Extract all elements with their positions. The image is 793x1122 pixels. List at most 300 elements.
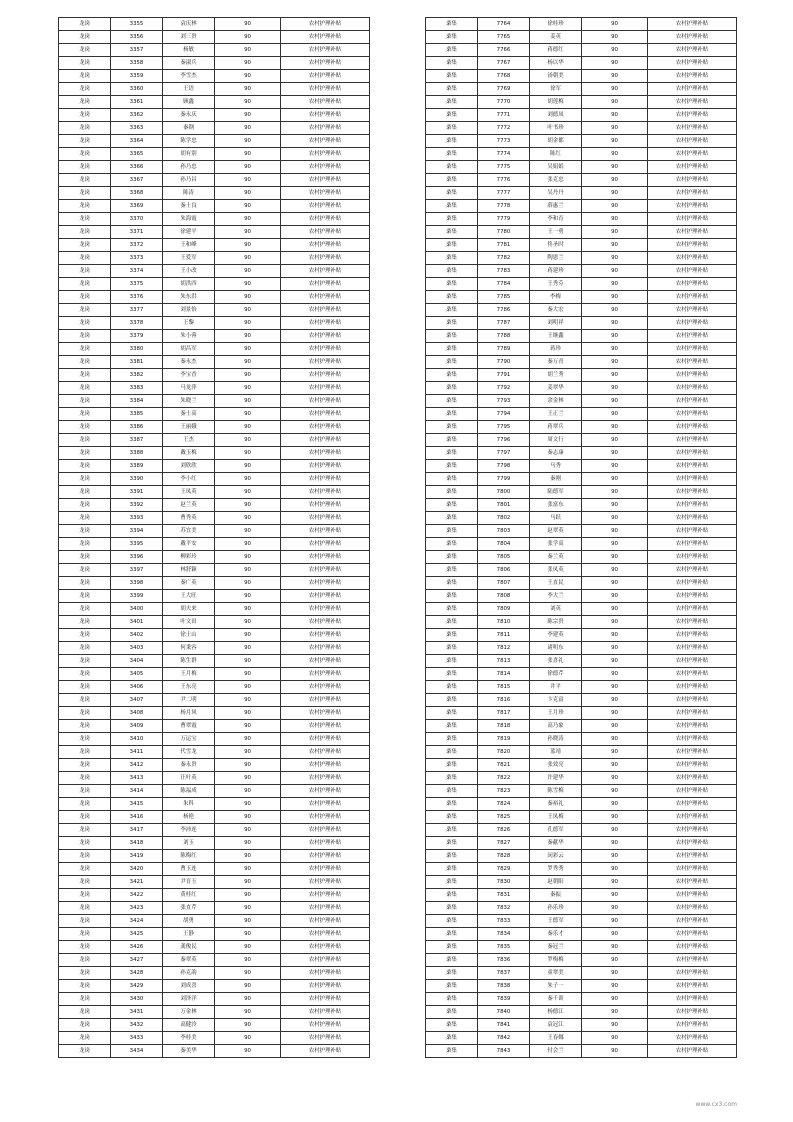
table-row [426,278,737,291]
table-row [426,70,737,83]
subsidy-type-cell: 农村护理补贴 [281,343,370,356]
table-row [59,954,370,967]
subsidy-type-cell: 农村护理补贴 [648,681,737,694]
town-cell: 龙岗 [59,226,111,239]
name-cell: 徐建平 [163,226,215,239]
town-cell: 桑集 [426,746,478,759]
amount-cell: 90 [582,83,648,96]
amount-cell: 90 [582,460,648,473]
town-cell: 龙岗 [59,629,111,642]
table-row [426,330,737,343]
town-cell: 桑集 [426,317,478,330]
name-cell: 王东亮 [163,681,215,694]
amount-cell: 90 [215,1019,281,1032]
table-row [59,447,370,460]
town-cell: 桑集 [426,668,478,681]
amount-cell: 90 [215,70,281,83]
subsidy-type-cell: 农村护理补贴 [648,369,737,382]
table-row [426,486,737,499]
number-cell: 3383 [111,382,163,395]
table-row [426,200,737,213]
table-row [426,382,737,395]
subsidy-type-cell: 农村护理补贴 [648,746,737,759]
amount-cell: 90 [582,291,648,304]
subsidy-type-cell: 农村护理补贴 [648,1045,737,1058]
table-row [59,798,370,811]
number-cell: 3432 [111,1019,163,1032]
table-row [59,928,370,941]
town-cell: 龙岗 [59,941,111,954]
subsidy-type-cell: 农村护理补贴 [648,109,737,122]
amount-cell: 90 [582,356,648,369]
name-cell: 闵彩云 [530,850,582,863]
amount-cell: 90 [582,590,648,603]
town-cell: 龙岗 [59,902,111,915]
town-cell: 桑集 [426,629,478,642]
number-cell: 3430 [111,993,163,1006]
number-cell: 3376 [111,291,163,304]
name-cell: 佟圣时 [530,239,582,252]
table-row [59,109,370,122]
name-cell: 黄桂红 [163,889,215,902]
table-row [59,122,370,135]
name-cell: 叶文田 [163,616,215,629]
subsidy-type-cell: 农村护理补贴 [281,538,370,551]
name-cell: 柳彩玲 [163,551,215,564]
table-row [426,798,737,811]
amount-cell: 90 [215,902,281,915]
town-cell: 桑集 [426,122,478,135]
table-row [59,551,370,564]
name-cell: 戴玉梅 [163,447,215,460]
table-row [426,213,737,226]
subsidy-type-cell: 农村护理补贴 [281,395,370,408]
town-cell: 桑集 [426,83,478,96]
town-cell: 龙岗 [59,252,111,265]
amount-cell: 90 [215,1032,281,1045]
table-row [59,473,370,486]
subsidy-type-cell: 农村护理补贴 [648,239,737,252]
number-cell: 3415 [111,798,163,811]
subsidy-type-cell: 农村护理补贴 [281,83,370,96]
subsidy-type-cell: 农村护理补贴 [648,876,737,889]
subsidy-type-cell: 农村护理补贴 [648,577,737,590]
name-cell: 王秀芬 [530,278,582,291]
amount-cell: 90 [215,369,281,382]
number-cell: 7832 [478,902,530,915]
table-row [59,408,370,421]
town-cell: 龙岗 [59,499,111,512]
amount-cell: 90 [582,525,648,538]
name-cell: 王丽娥 [163,421,215,434]
town-cell: 龙岗 [59,642,111,655]
number-cell: 7786 [478,304,530,317]
town-cell: 龙岗 [59,31,111,44]
town-cell: 桑集 [426,96,478,109]
name-cell: 王一勇 [530,226,582,239]
number-cell: 7764 [478,18,530,31]
amount-cell: 90 [215,31,281,44]
amount-cell: 90 [215,382,281,395]
subsidy-type-cell: 农村护理补贴 [648,18,737,31]
table-row [59,434,370,447]
table-row [426,759,737,772]
town-cell: 桑集 [426,369,478,382]
name-cell: 李桂美 [163,1032,215,1045]
amount-cell: 90 [582,499,648,512]
town-cell: 龙岗 [59,785,111,798]
table-row [59,83,370,96]
table-row [59,499,370,512]
table-row [59,863,370,876]
amount-cell: 90 [215,18,281,31]
number-cell: 3392 [111,499,163,512]
table-row [59,538,370,551]
town-cell: 桑集 [426,161,478,174]
subsidy-type-cell: 农村护理补贴 [281,304,370,317]
amount-cell: 90 [582,395,648,408]
number-cell: 3412 [111,759,163,772]
number-cell: 7841 [478,1019,530,1032]
table-row [426,161,737,174]
name-cell: 刘欣欣 [163,460,215,473]
number-cell: 7805 [478,551,530,564]
amount-cell: 90 [582,785,648,798]
number-cell: 7774 [478,148,530,161]
number-cell: 7770 [478,96,530,109]
name-cell: 罗梅梅 [530,954,582,967]
name-cell: 李沛连 [163,824,215,837]
table-row [59,1032,370,1045]
amount-cell: 90 [215,44,281,57]
town-cell: 桑集 [426,694,478,707]
amount-cell: 90 [582,746,648,759]
table-row [426,564,737,577]
table-row [426,707,737,720]
table-row [426,226,737,239]
table-row [426,122,737,135]
town-cell: 龙岗 [59,993,111,1006]
name-cell: 王月梅 [163,668,215,681]
table-row [59,941,370,954]
amount-cell: 90 [582,824,648,837]
name-cell: 胡昌军 [163,343,215,356]
number-cell: 3403 [111,642,163,655]
name-cell: 王正兰 [530,408,582,421]
amount-cell: 90 [582,629,648,642]
subsidy-type-cell: 农村护理补贴 [648,44,737,57]
name-cell: 秦翠英 [163,954,215,967]
number-cell: 7807 [478,577,530,590]
table-row [426,135,737,148]
number-cell: 3418 [111,837,163,850]
amount-cell: 90 [215,135,281,148]
number-cell: 3431 [111,1006,163,1019]
table-row [426,512,737,525]
town-cell: 龙岗 [59,486,111,499]
number-cell: 7776 [478,174,530,187]
subsidy-type-cell: 农村护理补贴 [281,447,370,460]
table-row [59,746,370,759]
number-cell: 3402 [111,629,163,642]
number-cell: 3387 [111,434,163,447]
number-cell: 3409 [111,720,163,733]
name-cell: 蓝靖 [530,746,582,759]
number-cell: 3356 [111,31,163,44]
number-cell: 7809 [478,603,530,616]
table-row [426,967,737,980]
town-cell: 龙岗 [59,408,111,421]
name-cell: 秦钢 [163,122,215,135]
amount-cell: 90 [215,486,281,499]
name-cell: 赵朝阳 [530,876,582,889]
table-row [59,564,370,577]
number-cell: 7822 [478,772,530,785]
number-cell: 3419 [111,850,163,863]
table-row [59,993,370,1006]
subsidy-type-cell: 农村护理补贴 [648,928,737,941]
number-cell: 7775 [478,161,530,174]
subsidy-type-cell: 农村护理补贴 [648,213,737,226]
town-cell: 桑集 [426,434,478,447]
town-cell: 桑集 [426,148,478,161]
name-cell: 刘成喜 [163,980,215,993]
number-cell: 7834 [478,928,530,941]
name-cell: 秦美华 [163,1045,215,1058]
amount-cell: 90 [582,512,648,525]
subsidy-type-cell: 农村护理补贴 [281,317,370,330]
number-cell: 7796 [478,434,530,447]
number-cell: 3373 [111,252,163,265]
number-cell: 3411 [111,746,163,759]
subsidy-type-cell: 农村护理补贴 [648,694,737,707]
amount-cell: 90 [215,616,281,629]
name-cell: 孙克韵 [163,967,215,980]
subsidy-type-cell: 农村护理补贴 [648,759,737,772]
amount-cell: 90 [582,18,648,31]
amount-cell: 90 [215,837,281,850]
name-cell: 刘英 [530,603,582,616]
name-cell: 苏宜美 [163,525,215,538]
table-row [426,148,737,161]
table-row [59,200,370,213]
amount-cell: 90 [215,330,281,343]
number-cell: 7810 [478,616,530,629]
number-cell: 3425 [111,928,163,941]
subsidy-type-cell: 农村护理补贴 [281,122,370,135]
amount-cell: 90 [215,577,281,590]
name-cell: 尹育玉 [163,876,215,889]
town-cell: 桑集 [426,616,478,629]
subsidy-type-cell: 农村护理补贴 [648,1032,737,1045]
name-cell: 吴丹丹 [530,187,582,200]
name-cell: 胡夫来 [163,603,215,616]
town-cell: 龙岗 [59,148,111,161]
number-cell: 3399 [111,590,163,603]
table-row [426,863,737,876]
name-cell: 尹二明 [163,694,215,707]
table-row [59,707,370,720]
right-subsidy-table [425,17,737,1058]
subsidy-type-cell: 农村护理补贴 [648,525,737,538]
number-cell: 7818 [478,720,530,733]
town-cell: 龙岗 [59,109,111,122]
subsidy-type-cell: 农村护理补贴 [281,330,370,343]
town-cell: 龙岗 [59,551,111,564]
table-row [426,174,737,187]
amount-cell: 90 [215,538,281,551]
name-cell: 陈宗贵 [530,616,582,629]
town-cell: 龙岗 [59,590,111,603]
subsidy-type-cell: 农村护理补贴 [281,239,370,252]
town-cell: 桑集 [426,720,478,733]
name-cell: 赵翠英 [530,525,582,538]
amount-cell: 90 [215,941,281,954]
subsidy-type-cell: 农村护理补贴 [648,733,737,746]
name-cell: 曹玉连 [163,863,215,876]
town-cell: 龙岗 [59,772,111,785]
number-cell: 3416 [111,811,163,824]
number-cell: 3389 [111,460,163,473]
name-cell: 陈学忠 [163,135,215,148]
town-cell: 桑集 [426,395,478,408]
left-table-body [59,18,370,1058]
name-cell: 陈生群 [163,655,215,668]
town-cell: 龙岗 [59,707,111,720]
amount-cell: 90 [582,44,648,57]
name-cell: 刘三贵 [163,31,215,44]
number-cell: 3426 [111,941,163,954]
number-cell: 3391 [111,486,163,499]
number-cell: 7838 [478,980,530,993]
table-row [59,629,370,642]
table-row [426,889,737,902]
number-cell: 3413 [111,772,163,785]
amount-cell: 90 [582,655,648,668]
number-cell: 7824 [478,798,530,811]
name-cell: 童翠美 [530,967,582,980]
amount-cell: 90 [582,850,648,863]
subsidy-type-cell: 农村护理补贴 [648,1006,737,1019]
name-cell: 何秉容 [163,642,215,655]
number-cell: 3400 [111,603,163,616]
town-cell: 龙岗 [59,954,111,967]
subsidy-type-cell: 农村护理补贴 [281,863,370,876]
name-cell: 王德军 [530,915,582,928]
subsidy-type-cell: 农村护理补贴 [281,655,370,668]
name-cell: 王月珍 [530,707,582,720]
subsidy-type-cell: 农村护理补贴 [281,980,370,993]
left-subsidy-table [58,17,370,1058]
town-cell: 桑集 [426,707,478,720]
table-row [426,499,737,512]
town-cell: 桑集 [426,109,478,122]
subsidy-type-cell: 农村护理补贴 [281,525,370,538]
name-cell: 赵兰英 [163,499,215,512]
subsidy-type-cell: 农村护理补贴 [281,226,370,239]
table-row [59,1019,370,1032]
number-cell: 7788 [478,330,530,343]
amount-cell: 90 [215,408,281,421]
amount-cell: 90 [215,96,281,109]
amount-cell: 90 [215,564,281,577]
number-cell: 3362 [111,109,163,122]
table-row [59,616,370,629]
table-row [59,980,370,993]
amount-cell: 90 [582,122,648,135]
name-cell: 林舒颖 [163,564,215,577]
table-row [426,603,737,616]
town-cell: 龙岗 [59,96,111,109]
town-cell: 龙岗 [59,434,111,447]
number-cell: 7772 [478,122,530,135]
subsidy-type-cell: 农村护理补贴 [648,889,737,902]
name-cell: 曹秀英 [163,512,215,525]
number-cell: 7802 [478,512,530,525]
subsidy-type-cell: 农村护理补贴 [281,681,370,694]
table-row [59,486,370,499]
name-cell: 秦志康 [530,447,582,460]
town-cell: 桑集 [426,902,478,915]
table-row [426,733,737,746]
subsidy-type-cell: 农村护理补贴 [281,668,370,681]
amount-cell: 90 [215,434,281,447]
table-row [59,31,370,44]
subsidy-type-cell: 农村护理补贴 [648,135,737,148]
number-cell: 7768 [478,70,530,83]
table-row [426,837,737,850]
amount-cell: 90 [215,447,281,460]
table-row [426,447,737,460]
town-cell: 桑集 [426,356,478,369]
amount-cell: 90 [215,720,281,733]
amount-cell: 90 [582,980,648,993]
amount-cell: 90 [582,863,648,876]
name-cell: 秦大宏 [530,304,582,317]
amount-cell: 90 [215,811,281,824]
amount-cell: 90 [582,369,648,382]
number-cell: 3433 [111,1032,163,1045]
subsidy-type-cell: 农村护理补贴 [281,993,370,1006]
name-cell: 秦士良 [163,200,215,213]
table-row [59,239,370,252]
table-row [426,356,737,369]
number-cell: 3360 [111,83,163,96]
table-row [426,811,737,824]
amount-cell: 90 [582,1006,648,1019]
table-row [426,590,737,603]
town-cell: 龙岗 [59,564,111,577]
town-cell: 桑集 [426,343,478,356]
amount-cell: 90 [582,577,648,590]
right-table-body [426,18,737,1058]
number-cell: 7767 [478,57,530,70]
name-cell: 陈涛 [163,187,215,200]
table-row [59,824,370,837]
amount-cell: 90 [582,226,648,239]
name-cell: 王小改 [163,265,215,278]
table-row [59,343,370,356]
number-cell: 7780 [478,226,530,239]
subsidy-type-cell: 农村护理补贴 [648,811,737,824]
table-row [59,577,370,590]
subsidy-type-cell: 农村护理补贴 [648,174,737,187]
table-row [59,837,370,850]
table-row [59,421,370,434]
table-row [59,694,370,707]
name-cell: 王静 [163,928,215,941]
town-cell: 桑集 [426,187,478,200]
